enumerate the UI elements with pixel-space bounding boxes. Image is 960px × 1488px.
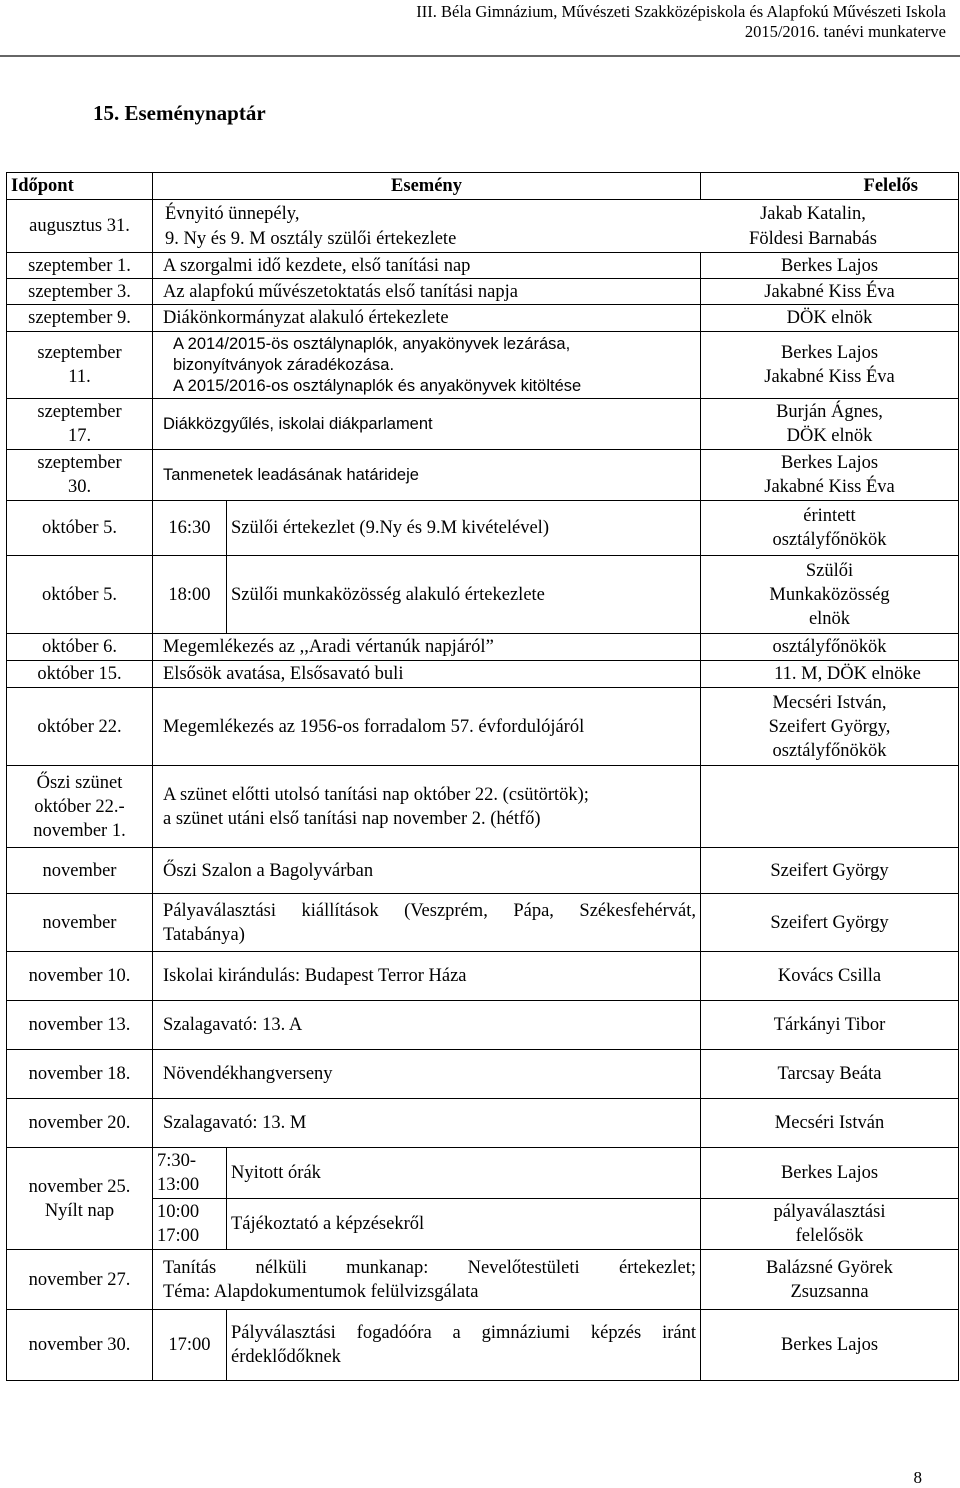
table-row — [7, 1050, 959, 1099]
responsible-cell — [701, 556, 959, 634]
table-row — [7, 501, 959, 556]
section-title: 15. Eseménynaptár — [93, 101, 266, 125]
time-cell — [153, 1199, 227, 1250]
event-cell — [153, 332, 701, 399]
responsible-cell: Berkes Lajos — [701, 253, 959, 279]
responsible-cell: Berkes Lajos — [701, 1310, 959, 1381]
event-cell: Diákközgyűlés, iskolai diákparlament — [153, 399, 701, 450]
responsible-cell: Kovács Csilla — [701, 952, 959, 1001]
time-cell: 17:00 — [153, 1310, 227, 1381]
table-row — [7, 766, 959, 848]
date-line: október 22.- — [34, 796, 125, 817]
table-header-row — [7, 173, 959, 200]
responsible-cell — [701, 688, 959, 766]
date-line: 11. — [68, 367, 91, 387]
responsible-line: DÖK elnök — [786, 426, 873, 446]
date-line: 17. — [67, 426, 92, 446]
table-row — [7, 634, 959, 661]
date-cell: október 5. — [7, 556, 153, 634]
table-row — [7, 1148, 959, 1199]
responsible-line: Berkes Lajos — [780, 343, 879, 363]
responsible-cell: Szeifert György — [701, 894, 959, 952]
responsible-line: Balázsné Györek — [766, 1257, 893, 1278]
date-cell: szeptember 9. — [7, 305, 153, 332]
responsible-cell — [701, 399, 959, 450]
date-cell: november — [7, 894, 153, 952]
responsible-cell: Jakabné Kiss Éva — [701, 279, 959, 305]
table-row — [7, 661, 959, 688]
responsible-cell — [701, 766, 959, 848]
event-cell: Szülői értekezlet (9.Ny és 9.M kivételével) — [227, 501, 701, 556]
table-row — [7, 952, 959, 1001]
date-cell: november 18. — [7, 1050, 153, 1099]
date-cell: szeptember 3. — [7, 279, 153, 305]
event-cell: Elsősök avatása, Elsősavató buli — [153, 661, 701, 688]
responsible-line: osztályfőnökök — [772, 740, 887, 761]
date-cell — [7, 450, 153, 501]
col-header-responsible: Felelős — [701, 173, 959, 200]
event-line: A 2015/2016-os osztálynaplók és anyakönyvek kitöltése — [173, 376, 582, 395]
responsible-cell — [701, 1199, 959, 1250]
time-line: 13:00 — [157, 1175, 200, 1195]
table-row — [7, 894, 959, 952]
responsible-cell: osztályfőnökök — [701, 634, 959, 661]
table-row — [7, 399, 959, 450]
event-line: a szünet utáni első tanítási nap november 2. (hétfő) — [163, 808, 541, 829]
date-cell: november 13. — [7, 1001, 153, 1050]
responsible-line: Burján Ágnes, — [776, 402, 883, 422]
date-cell: október 22. — [7, 688, 153, 766]
responsible-line: érintett — [803, 506, 856, 526]
event-line: A szünet előtti utolsó tanítási nap október 22. (csütörtök); — [163, 784, 589, 805]
responsible-line: elnök — [808, 608, 851, 629]
responsible-line: Mecséri István, — [772, 692, 887, 713]
responsible-line: osztályfőnökök — [772, 530, 887, 550]
responsible-cell — [701, 450, 959, 501]
date-cell: november 27. — [7, 1250, 153, 1310]
table-row — [7, 1001, 959, 1050]
responsible-line: Szülői — [805, 560, 854, 581]
event-cell: Őszi Szalon a Bagolyvárban — [153, 848, 701, 894]
header-divider — [0, 55, 960, 57]
event-line: Téma: Alapdokumentumok felülvizsgálata — [163, 1281, 479, 1302]
table-row — [7, 848, 959, 894]
date-cell: november 10. — [7, 952, 153, 1001]
responsible-cell: 11. M, DÖK elnöke — [701, 661, 959, 688]
responsible-line: Zsuzsanna — [790, 1281, 869, 1302]
date-line: november 25. — [28, 1176, 131, 1197]
date-cell: augusztus 31. — [7, 200, 153, 253]
date-cell — [7, 399, 153, 450]
time-line: 7:30- — [157, 1151, 197, 1171]
date-line: 30. — [67, 477, 92, 497]
responsible-line: Jakab Katalin, — [760, 204, 866, 224]
event-cell: A szorgalmi idő kezdete, első tanítási nap — [153, 253, 701, 279]
table-row — [7, 305, 959, 332]
event-cell: Szülői munkaközösség alakuló értekezlete — [227, 556, 701, 634]
date-cell: október 15. — [7, 661, 153, 688]
date-cell — [7, 1148, 153, 1250]
table-row — [7, 556, 959, 634]
event-cell: Megemlékezés az 1956-os forradalom 57. évfordulójáról — [153, 688, 701, 766]
responsible-cell: Tárkányi Tibor — [701, 1001, 959, 1050]
time-line: 10:00 — [157, 1202, 200, 1222]
date-cell: október 6. — [7, 634, 153, 661]
responsible-cell: Szeifert György — [701, 848, 959, 894]
date-line: szeptember — [37, 343, 122, 363]
col-header-date: Időpont — [7, 173, 153, 200]
page-number: 8 — [913, 1468, 922, 1487]
date-cell — [7, 766, 153, 848]
col-header-event: Esemény — [153, 173, 701, 200]
responsible-cell — [701, 332, 959, 399]
responsible-cell — [701, 501, 959, 556]
table-row — [7, 332, 959, 399]
event-cell — [153, 1250, 701, 1310]
event-cell: Tanmenetek leadásának határideje — [153, 450, 701, 501]
event-cell: Nyitott órák — [227, 1148, 701, 1199]
responsible-line: Szeifert György, — [768, 716, 891, 737]
time-cell: 18:00 — [153, 556, 227, 634]
responsible-line: Berkes Lajos — [780, 453, 879, 473]
date-cell: november 30. — [7, 1310, 153, 1381]
table-row — [7, 1310, 959, 1381]
date-line: szeptember — [37, 402, 122, 422]
time-cell — [153, 1148, 227, 1199]
date-cell: november 20. — [7, 1099, 153, 1148]
event-line: Tanítás nélküli munkanap: Nevelőtestületi értekezlet; — [163, 1257, 696, 1278]
event-cell: Tájékoztató a képzésekről — [227, 1199, 701, 1250]
date-cell: október 5. — [7, 501, 153, 556]
responsible-cell — [701, 1250, 959, 1310]
responsible-line: Munkaközösség — [769, 584, 890, 605]
event-line: Évnyitó ünnepély, — [165, 204, 300, 224]
event-cell: Iskolai kirándulás: Budapest Terror Háza — [153, 952, 701, 1001]
table-row — [7, 1099, 959, 1148]
event-cell: Az alapfokú művészetoktatás első tanítási napja — [153, 279, 701, 305]
responsible-line: Földesi Barnabás — [749, 229, 877, 249]
date-line: november 1. — [33, 820, 126, 841]
event-cell — [227, 1310, 701, 1381]
responsible-line: pályaválasztási — [773, 1202, 886, 1222]
header-plan: 2015/2016. tanévi munkaterve — [744, 22, 946, 41]
responsible-line: Jakabné Kiss Éva — [764, 367, 895, 387]
responsible-cell: DÖK elnök — [701, 305, 959, 332]
event-line: A 2014/2015-ös osztálynaplók, anyakönyvek lezárása, — [173, 334, 571, 353]
responsible-cell: Berkes Lajos — [701, 1148, 959, 1199]
event-cell: Megemlékezés az ,,Aradi vértanúk napjáról” — [153, 634, 701, 661]
time-line: 17:00 — [157, 1226, 200, 1246]
date-cell: szeptember 1. — [7, 253, 153, 279]
date-line: szeptember — [37, 453, 122, 473]
event-line: Pályaválasztási kiállítások (Veszprém, Pápa, Székesfehérvát, Tatabánya) — [163, 900, 696, 945]
date-cell: november — [7, 848, 153, 894]
responsible-cell: Mecséri István — [701, 1099, 959, 1148]
table-row — [7, 279, 959, 305]
table-row — [7, 200, 959, 253]
event-cell: Szalagavató: 13. A — [153, 1001, 701, 1050]
date-line: Nyílt nap — [44, 1200, 115, 1221]
event-calendar-table — [6, 172, 959, 1381]
event-cell — [153, 766, 701, 848]
event-cell — [153, 894, 701, 952]
table-row — [7, 688, 959, 766]
date-cell — [7, 332, 153, 399]
responsible-line: Jakabné Kiss Éva — [764, 477, 895, 497]
event-line: Pályválasztási fogadóóra a gimnáziumi képzés iránt érdeklődőknek — [231, 1323, 696, 1367]
event-cell: Diákönkormányzat alakuló értekezlete — [153, 305, 701, 332]
event-cell: Szalagavató: 13. M — [153, 1099, 701, 1148]
responsible-line: felelősök — [795, 1226, 864, 1246]
date-line: Őszi szünet — [36, 772, 123, 793]
event-cell: Növendékhangverseny — [153, 1050, 701, 1099]
table-row — [7, 253, 959, 279]
event-line: 9. Ny és 9. M osztály szülői értekezlete — [165, 229, 457, 249]
event-line: bizonyítványok záradékozása. — [173, 355, 395, 374]
time-cell: 16:30 — [153, 501, 227, 556]
event-cell — [153, 200, 959, 253]
page-header — [416, 2, 946, 42]
responsible-cell: Tarcsay Beáta — [701, 1050, 959, 1099]
table-row — [7, 450, 959, 501]
table-row — [7, 1250, 959, 1310]
header-school: III. Béla Gimnázium, Művészeti Szakközépiskola és Alapfokú Művészeti Iskola — [416, 2, 946, 21]
